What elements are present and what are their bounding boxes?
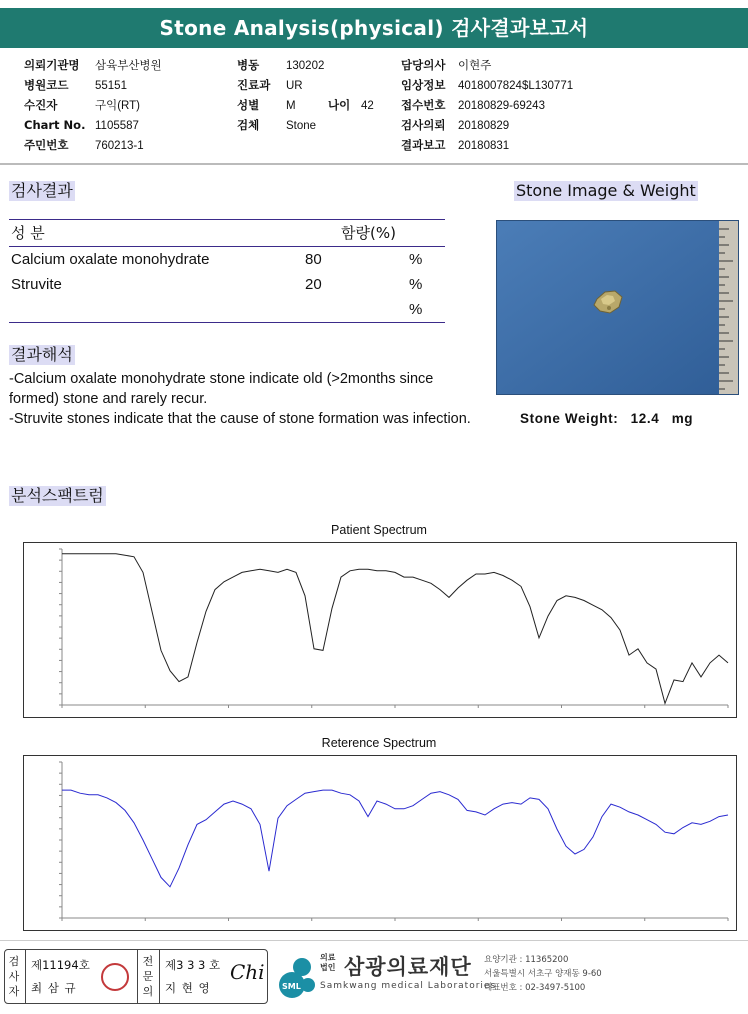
patient-info-col2 [237,56,374,136]
info-value: UR [286,80,303,92]
info-label: 진료과 [237,78,271,92]
info-row [24,116,162,136]
weight-label: Stone Weight: [520,411,619,426]
info-label: 검사의뢰 [401,118,446,132]
sml-logo-icon [272,951,320,999]
lab-prefix-top: 의료 [320,953,336,962]
divider [25,950,26,1003]
results-table [9,219,445,323]
age-value: 42 [361,100,374,112]
info-row [24,96,162,116]
component-unit: % [409,301,423,318]
info-row [401,136,573,156]
component-unit: % [409,251,423,268]
weight-unit: mg [671,411,694,426]
interpretation-line: -Struvite stones indicate that the cause of stone formation was infection. [9,411,471,427]
info-label: 수진자 [24,98,58,112]
interpretation-line: -Calcium oxalate monohydrate stone indicate old (>2months since formed) stone and rarely recur. [9,371,434,407]
lab-prefix [320,953,335,973]
info-row [401,96,573,116]
signature-box [4,949,268,1004]
lab-prefix-bottom: 법인 [320,963,336,972]
report-title: Stone Analysis(physical) 검사결과보고서 [0,8,748,48]
examiner-name: 최 삼 규 [31,981,77,995]
info-value: 구익(RT) [95,100,140,112]
info-row [237,76,374,96]
table-rule [9,322,445,323]
component-value: 80 [305,251,322,268]
col-header-content: 함량(%) [341,224,396,242]
divider [0,940,748,941]
info-value: 1105587 [95,120,139,132]
divider [159,950,160,1003]
info-label: 병원코드 [24,78,69,92]
info-row [237,56,374,76]
patient-spectrum-chart [23,542,737,718]
reference-spectrum-title: Reterence Spectrum [321,736,437,750]
reference-spectrum-line [62,790,728,887]
info-row [401,116,573,136]
info-label: 임상정보 [401,78,446,92]
component-name: Calcium oxalate monohydrate [11,251,210,268]
lab-code: 요양기관 : 11365200 [484,955,569,965]
examiner-license: 제11194호 [31,958,90,972]
weight-value: 12.4 [630,411,660,426]
table-row [9,297,445,322]
stone-photo [496,220,739,395]
table-row [9,247,445,272]
divider [137,950,138,1003]
info-label: Chart No. [24,118,86,132]
info-label: 검체 [237,118,260,132]
info-value: Stone [286,120,317,132]
info-label: 의뢰기관명 [24,58,80,72]
info-value: M [286,100,296,112]
info-row [24,56,162,76]
info-row [24,136,162,156]
footer [0,945,748,1014]
info-value: 4018007824$L130771 [458,80,574,92]
specialist-name: 지 현 영 [165,981,211,995]
info-row [401,76,573,96]
info-label: 접수번호 [401,98,446,112]
patient-info-col1 [24,56,162,156]
spectrum-heading: 분석스팩트럼 [11,486,104,505]
reference-spectrum-chart [23,755,737,931]
info-label: 주민번호 [24,138,69,152]
info-value: 이현주 [458,60,492,72]
info-value: 130202 [286,60,325,72]
info-label: 성별 [237,98,260,112]
reference-spectrum-svg [24,756,736,930]
results-heading: 검사결과 [11,181,73,200]
patient-spectrum-svg [24,543,736,717]
table-header [9,220,445,246]
patient-info-col3 [401,56,573,156]
info-row [401,56,573,76]
lab-name: 삼광의료재단 [344,955,472,979]
info-value: 20180831 [458,140,510,152]
stone-image-heading: Stone Image & Weight [516,181,696,200]
seal-icon [101,963,129,991]
info-row [237,116,374,136]
specialist-signature: Chi [230,960,265,984]
info-value: 삼육부산병원 [95,60,162,72]
divider [0,163,748,165]
info-value: 20180829 [458,120,510,132]
info-label: 결과보고 [401,138,446,152]
patient-spectrum-line [62,554,728,704]
lab-address: 서울특별시 서초구 양재동 9-60 [484,969,602,979]
info-value: 20180829-69243 [458,100,545,112]
table-row [9,272,445,297]
interpretation-text [9,369,484,429]
lab-english-name: Samkwang medical Laboratories [320,981,497,991]
lab-phone: 대표번호 : 02-3497-5100 [484,983,586,993]
info-row [237,96,374,116]
info-value: 760213-1 [95,140,144,152]
col-header-component: 성 분 [11,224,45,242]
stone-weight [520,411,693,426]
info-row [24,76,162,96]
specialist-label: 전문의 [142,955,154,998]
examiner-label: 검사자 [8,955,20,998]
component-unit: % [409,276,423,293]
patient-spectrum-title: Patient Spectrum [331,523,427,537]
age-label: 나이 [328,98,351,112]
interpretation-heading: 결과해석 [11,345,73,364]
sml-logo-text: SML [282,982,301,991]
stone-photo-graphic [497,221,739,395]
component-name: Struvite [11,276,62,293]
component-value: 20 [305,276,322,293]
info-label: 담당의사 [401,58,446,72]
info-label: 병동 [237,58,260,72]
info-value: 55151 [95,80,127,92]
specialist-license: 제3 3 3 호 [165,958,221,972]
